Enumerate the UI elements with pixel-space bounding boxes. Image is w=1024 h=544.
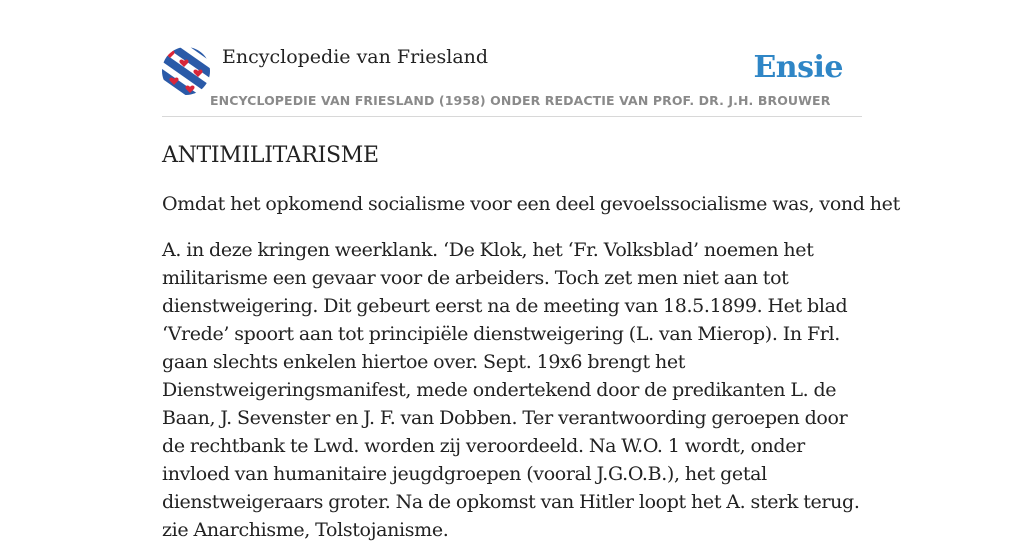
article-title: ANTIMILITARISME: [162, 143, 379, 168]
article-body: A. in deze kringen weerklank. ‘De Klok, het ‘Fr. Volksblad’ noemen het militarisme een gevaar voor de arbeiders. Toch zet men niet aan tot dienstweigering. Dit gebeurt eerst na de meeting van 18.5.1899. Het blad ‘Vrede’ spoort aan tot principiële dienstweigering (L. van Mierop). In Frl. gaan slechts enkelen hiertoe over. Sept. 19x6 brengt het Dienstweigeringsmanifest, mede ondertekend door de predikanten L. de Baan, J. Sevenster en J. F. van Dobben. Ter verantwoording geroepen door de rechtbank te Lwd. worden zij veroordeeld. Na W.O. 1 wordt, onder invloed van humanitaire jeugdgroepen (vooral J.G.O.B.), het getal dienstweigeraars groter. Na de opkomst van Hitler loopt het A. sterk terug. zie Anarchisme, Tolstojanisme.: [162, 239, 860, 541]
page-content: [162, 0, 900, 544]
site-title-link[interactable]: Encyclopedie van Friesland: [222, 46, 489, 68]
site-header: [162, 0, 862, 117]
encyclopedia-subtitle: ENCYCLOPEDIE VAN FRIESLAND (1958) ONDER REDACTIE VAN PROF. DR. J.H. BROUWER: [210, 93, 831, 108]
ensie-logo-link[interactable]: Ensie: [753, 50, 843, 85]
frisian-flag-shield-icon[interactable]: [162, 47, 210, 95]
article-intro: Omdat het opkomend socialisme voor een deel gevoelssocialisme was, vond het: [162, 193, 900, 215]
